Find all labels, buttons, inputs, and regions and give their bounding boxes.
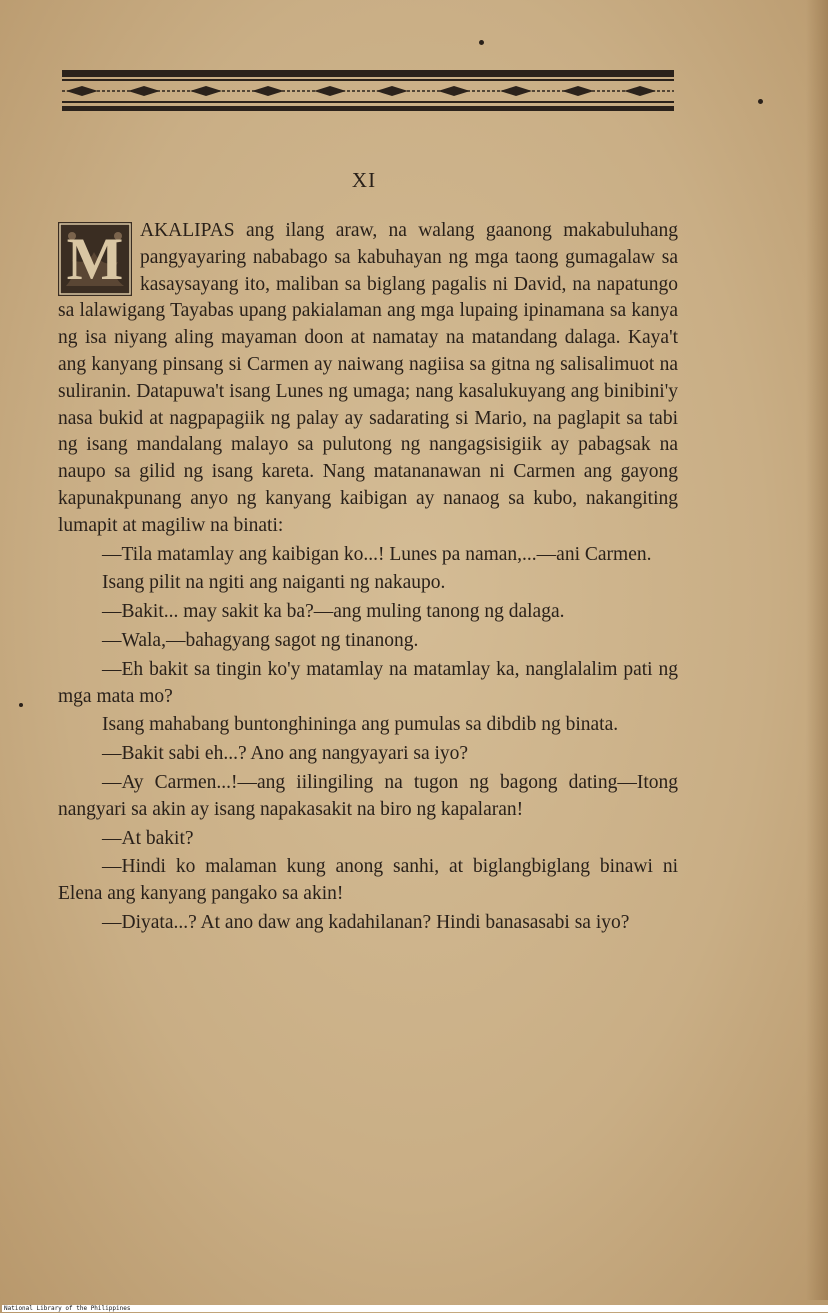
dropcap-ornament bbox=[58, 222, 132, 296]
paragraph: —Ay Carmen...!—ang iilingiling na tugon ng bagong dating—Itong nangyari sa akin ay isang napakasakit na biro ng kapalaran! bbox=[58, 771, 678, 820]
speck-mark bbox=[19, 703, 23, 707]
paragraph: —Wala,—bahagyang sagot ng tinanong. bbox=[102, 629, 419, 651]
speck-mark bbox=[479, 40, 484, 45]
paragraph: —Hindi ko malaman kung anong sanhi, at biglangbiglang binawi ni Elena ang kanyang pangako sa akin! bbox=[58, 856, 678, 905]
page-edge-shadow bbox=[806, 0, 828, 1300]
paragraph: Isang mahabang buntonghininga ang pumulas sa dibdib ng binata. bbox=[102, 714, 619, 736]
header-ornament bbox=[62, 70, 674, 114]
paragraph: —Eh bakit sa tingin ko'y matamlay na matamlay ka, nanglalalim pati ng mga mata mo? bbox=[58, 658, 678, 707]
paragraph: —Tila matamlay ang kaibigan ko...! Lunes pa naman,...—ani Carmen. bbox=[102, 543, 652, 565]
paragraph: Isang pilit na ngiti ang naiganti ng nakaupo. bbox=[102, 572, 446, 594]
body-text bbox=[58, 218, 678, 937]
paragraph: —Diyata...? At ano daw ang kadahilanan? Hindi banasasabi sa iyo? bbox=[102, 911, 630, 933]
paragraph: —At bakit? bbox=[102, 827, 194, 849]
paragraph: —Bakit sabi eh...? Ano ang nangyayari sa iyo? bbox=[102, 743, 469, 765]
library-footer: National Library of the Philippines bbox=[2, 1305, 828, 1312]
paragraph: AKALIPAS ang ilang araw, na walang gaanong makabuluhang pangyayaring nababago sa kabuhayan ng mga taong gumagalaw sa kasaysayang ito, maliban sa biglang pagalis ni David, na napatungo sa lalawigang Tayabas upang pakialaman ang mga lupaing ipinamana sa kanya ng isa niyang aling mayaman doon at namatay na matandang dalaga. Kaya't ang kanyang pinsang si Carmen ay naiwang nagiisa sa gitna ng salisalimuot na suliranin. Datapuwa't isang Lunes ng umaga; nang kasalukuyang ang binibini'y nasa bukid at nagpapagiik ng palay ay sadarating si Mario, na paglapit sa tabi ng isang mandalang malayo sa pulutong ng nangagsisigiik ay pabagsak na naupo sa gilid ng isang kareta. Nang matananawan ni Carmen ang gayong kapunakpunang anyo ng kanyang kaibigan ay nanaog sa kubo, nakangiting lumapit at magiliw na binati: bbox=[58, 220, 678, 536]
paragraph: —Bakit... may sakit ka ba?—ang muling tanong ng dalaga. bbox=[102, 601, 565, 623]
dropcap-letter: M bbox=[66, 226, 124, 292]
chapter-number: XI bbox=[351, 168, 377, 192]
speck-mark bbox=[758, 99, 763, 104]
